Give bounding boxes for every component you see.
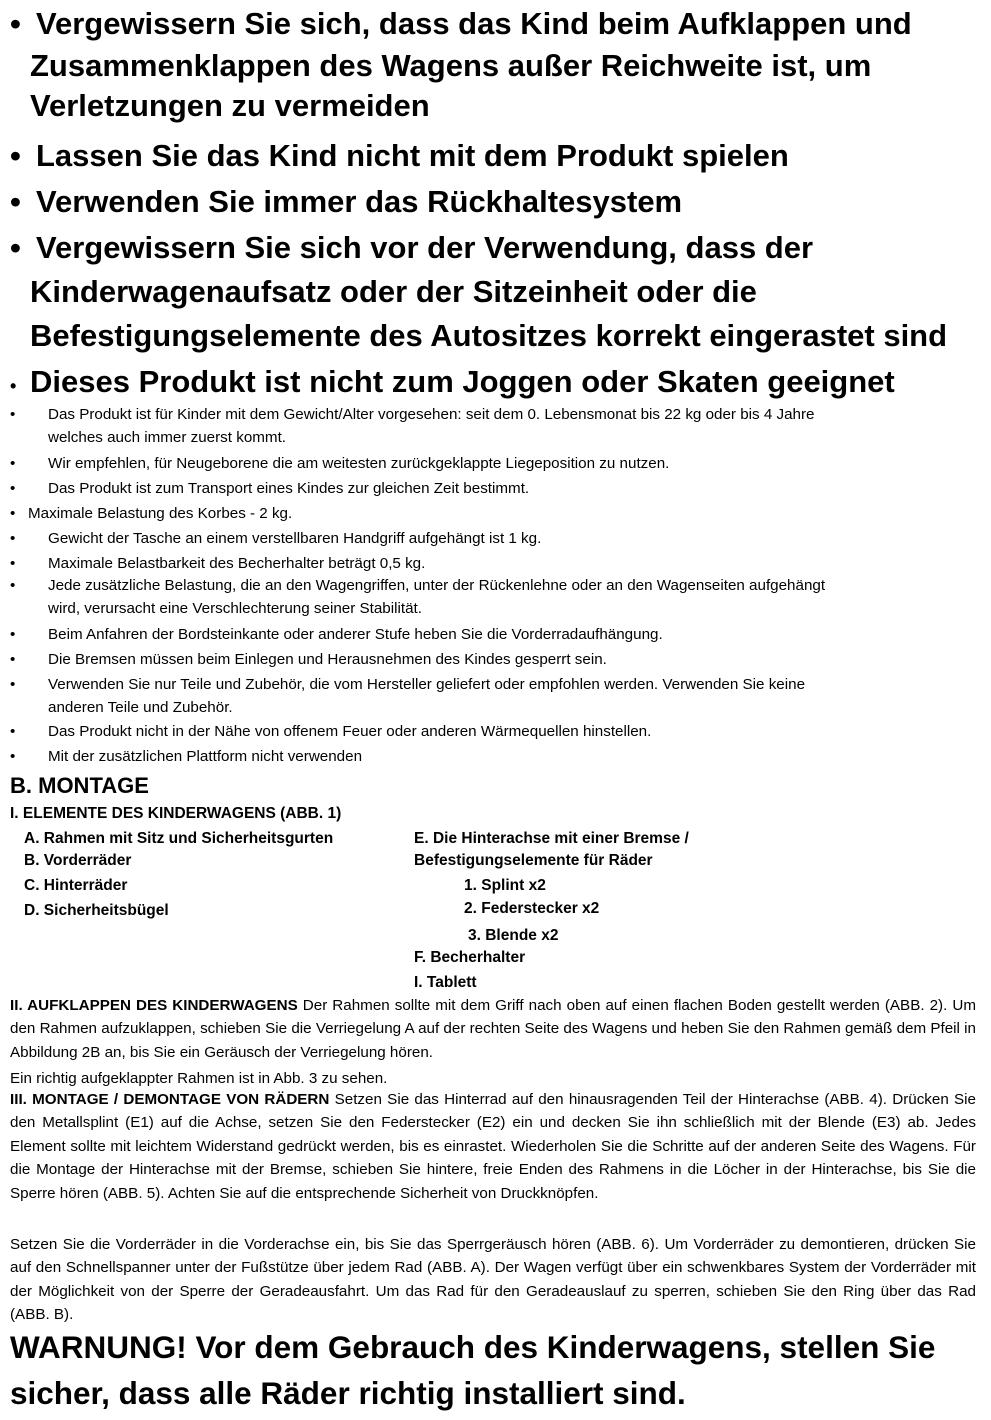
section-ii: II. AUFKLAPPEN DES KINDERWAGENS Der Rahmen sollte mit dem Griff nach oben auf einen flachen Boden gestellt werden (ABB. 2). Um den Rahmen aufzuklappen, schieben Sie die Verriegelung A auf der rechten Seite des Wagens und heben Sie den Rahmen gemäß dem Pfeil in Abbildung 2B an, bis Sie ein Geräusch der Verriegelung hören.: [10, 997, 976, 1061]
bullet-icon: •: [10, 406, 16, 423]
element-a: A. Rahmen mit Sitz und Sicherheitsgurten: [24, 830, 334, 847]
bullet-icon: •: [10, 555, 16, 572]
bullet-icon: •: [10, 748, 16, 765]
bullet-icon: •: [10, 577, 16, 594]
small-bullet-2: • Wir empfehlen, für Neugeborene die am weitesten zurückgeklappte Liegeposition zu nutzen.: [10, 453, 978, 476]
small-bullet-7: • Jede zusätzliche Belastung, die an den Wagengriffen, unter der Rückenlehne oder an den Wagenseiten aufgehängt wird, verursacht eine Verschlechterung seiner Stabilität.: [10, 577, 826, 617]
small-bullet-6: • Maximale Belastbarkeit des Becherhalter beträgt 0,5 kg.: [10, 553, 978, 576]
large-bullet-4: • Vergewissern Sie sich vor der Verwendung, dass der Kinderwagenaufsatz oder der Sitzeinheit oder die Befestigungselemente des Autositzes korrekt eingerastet sind: [10, 226, 982, 358]
small-bullet-5: • Gewicht der Tasche an einem verstellbaren Handgriff aufgehängt ist 1 kg.: [10, 528, 978, 551]
small-bullet-1: • Das Produkt ist für Kinder mit dem Gewicht/Alter vorgesehen: seit dem 0. Lebensmonat bis 22 kg oder bis 4 Jahre welches auch immer zuerst kommt.: [10, 406, 815, 446]
bullet-icon: •: [10, 723, 16, 740]
bullet-icon: •: [10, 651, 16, 668]
bullet-icon: •: [10, 184, 21, 219]
element-e1: 1. Splint x2: [464, 877, 546, 894]
section-ii-title: II. AUFKLAPPEN DES KINDERWAGENS: [10, 997, 298, 1014]
bullet-icon: •: [10, 455, 16, 472]
small-bullet-11: • Das Produkt nicht in der Nähe von offenem Feuer oder anderen Wärmequellen hinstellen.: [10, 721, 978, 744]
element-b: B. Vorderräder: [24, 852, 132, 869]
small-bullet-9: • Die Bremsen müssen beim Einlegen und Herausnehmen des Kindes gesperrt sein.: [10, 649, 978, 672]
element-e2: 2. Federstecker x2: [464, 900, 600, 917]
warning: WARNUNG! Vor dem Gebrauch des Kinderwagens, stellen Sie sicher, dass alle Räder richtig installiert sind.: [10, 1329, 936, 1411]
bullet-icon: •: [10, 138, 21, 173]
large-bullet-1: • Vergewissern Sie sich, dass das Kind beim Aufklappen und Zusammenklappen des Wagens außer Reichweite ist, um Verletzungen zu vermeiden: [10, 2, 982, 128]
bullet-icon: •: [10, 480, 16, 497]
bullet-icon: •: [10, 376, 17, 396]
bullet-icon: •: [10, 530, 16, 547]
element-i: I. Tablett: [414, 974, 477, 991]
section-iii-title: III. MONTAGE / DEMONTAGE VON RÄDERN: [10, 1091, 330, 1108]
large-bullet-2: • Lassen Sie das Kind nicht mit dem Produkt spielen: [10, 134, 982, 178]
element-e3: 3. Blende x2: [468, 927, 559, 944]
small-bullet-12: • Mit der zusätzlichen Plattform nicht verwenden: [10, 746, 978, 769]
small-bullet-3: • Das Produkt ist zum Transport eines Kindes zur gleichen Zeit bestimmt.: [10, 478, 978, 501]
section-b-title: B. MONTAGE: [10, 773, 149, 798]
section-i-title: I. ELEMENTE DES KINDERWAGENS (ABB. 1): [10, 805, 342, 822]
element-f: F. Becherhalter: [414, 949, 526, 966]
bullet-icon: •: [10, 505, 16, 522]
section-ii-note: Ein richtig aufgeklappter Rahmen ist in Abb. 3 zu sehen.: [10, 1070, 388, 1087]
small-bullet-4: • Maximale Belastung des Korbes - 2 kg.: [10, 503, 978, 526]
bullet-icon: •: [10, 626, 16, 643]
small-bullet-10: • Verwenden Sie nur Teile und Zubehör, die vom Hersteller geliefert oder empfohlen werden. Verwenden Sie keine anderen Teile und Zubehör.: [10, 676, 806, 716]
bullet-icon: •: [10, 230, 21, 265]
small-bullet-8: • Beim Anfahren der Bordsteinkante oder anderer Stufe heben Sie die Vorderradaufhängung.: [10, 624, 978, 647]
bullet-icon: •: [10, 676, 16, 693]
element-e-sub: Befestigungselemente für Räder: [414, 852, 653, 869]
large-bullet-3: • Verwenden Sie immer das Rückhaltesystem: [10, 180, 982, 224]
element-d: D. Sicherheitsbügel: [24, 902, 169, 919]
section-iii-front-wheels: Setzen Sie die Vorderräder in die Vorderachse ein, bis Sie das Sperrgeräusch hören (ABB. 6). Um Vorderräder zu demontieren, drücken Sie auf den Schnellspanner unter der Fußstütze über jedem Rad (ABB. A). Der Wagen verfügt über ein schwenkbares System der Vorderräder mit der Möglichkeit von der Sperre der Geradeausfahrt. Um das Rad für den Geradeauslauf zu sperren, schieben Sie den Ring über das Rad (ABB. B).: [10, 1236, 976, 1324]
section-iii: III. MONTAGE / DEMONTAGE VON RÄDERN Setzen Sie das Hinterrad auf den hinausragenden Teil der Hinterachse (ABB. 4). Drücken Sie den Metallsplint (E1) auf die Achse, setzen Sie den Federstecker (E2) ein und decken Sie ihn schließlich mit der Blende (E3) ab. Jedes Element sollte mit leichtem Widerstand gedrückt werden, bis es einrastet. Wiederholen Sie die Schritte auf der anderen Seite des Wagens. Für die Montage der Hinterachse mit der Bremse, schieben Sie hintere, freie Enden des Rahmens in die Löcher in der Hinterachse, bis Sie die Sperre hören (ABB. 5). Achten Sie auf die entsprechende Sicherheit von Druckknöpfen.: [10, 1091, 976, 1202]
element-e: E. Die Hinterachse mit einer Bremse /: [414, 830, 689, 847]
large-bullet-5: • Dieses Produkt ist nicht zum Joggen oder Skaten geeignet: [10, 360, 982, 408]
element-c: C. Hinterräder: [24, 877, 128, 894]
bullet-icon: •: [10, 6, 21, 41]
